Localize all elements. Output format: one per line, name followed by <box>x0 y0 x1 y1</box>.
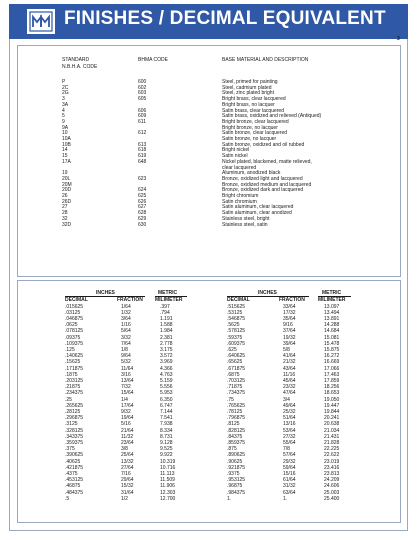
decimal-value: .765625 <box>227 402 246 409</box>
finish-description: Stainless steel, bright <box>222 215 270 222</box>
decimal-value: .75 <box>227 396 234 403</box>
millimeter-value: .397 <box>160 303 170 310</box>
millimeter-value: 19.844 <box>324 408 340 415</box>
millimeter-value: 9.525 <box>160 446 173 453</box>
decimal-value: .6875 <box>227 371 240 378</box>
metric-underline-right <box>318 296 351 297</box>
fraction-value: 53/64 <box>283 427 296 434</box>
millimeter-value: 23.813 <box>324 470 340 477</box>
fraction-value: 1/16 <box>121 322 131 329</box>
decimal-value: .0625 <box>65 322 78 329</box>
decimal-value: .359375 <box>65 439 84 446</box>
finish-bhma-code: 613 <box>138 141 147 148</box>
fraction-value: 15/64 <box>121 390 134 397</box>
finish-bhma-code: 623 <box>138 175 147 182</box>
millimeter-value: 3.175 <box>160 346 173 353</box>
finish-description: Satin aluminum, clear anodized <box>222 210 292 217</box>
fraction-value: 25/32 <box>283 408 296 415</box>
finish-description: Bronze, oxidized light and lacquered <box>222 175 303 182</box>
fraction-value: 19/64 <box>121 415 134 422</box>
metric-header-left: METRIC <box>158 290 178 296</box>
millimeter-value: 14.288 <box>324 322 340 329</box>
finish-standard-code: 17A <box>62 158 71 165</box>
millimeter-value: 6.747 <box>160 402 173 409</box>
decimal-value: .109375 <box>65 340 84 347</box>
millimeter-value: 20.241 <box>324 415 340 422</box>
finish-standard-code: 15 <box>62 153 68 160</box>
millimeter-value: 24.209 <box>324 477 340 484</box>
decimal-value: .84375 <box>227 433 243 440</box>
finish-description: Satin chromium <box>222 198 257 205</box>
decimal-value: .25 <box>65 396 72 403</box>
fraction-value: 27/32 <box>283 433 296 440</box>
fraction-value: 3/64 <box>121 315 131 322</box>
finish-standard-code: P <box>62 79 66 85</box>
millimeter-value: 12.700 <box>160 495 176 502</box>
decimal-value: .125 <box>65 346 75 353</box>
decimal-value: .78125 <box>227 408 243 415</box>
decimal-value: .65625 <box>227 359 243 366</box>
decimal-value: .796875 <box>227 415 246 422</box>
finish-bhma-code: 628 <box>138 210 147 217</box>
finish-standard-code: 5 <box>62 113 65 120</box>
finish-standard-code: 10A <box>62 136 71 142</box>
finish-bhma-code: 602 <box>138 84 147 91</box>
finish-bhma-code: 612 <box>138 130 147 137</box>
fraction-value: 35/64 <box>283 315 296 322</box>
finish-description: Bright brass, clear lacquered <box>222 96 286 103</box>
decimal-value: .09375 <box>65 334 81 341</box>
fraction-value: 43/64 <box>283 365 296 372</box>
millimeter-value: 23.416 <box>324 464 340 471</box>
millimeter-value: 1.191 <box>160 315 173 322</box>
fraction-header-right: FRACTION <box>279 297 305 303</box>
decimal-value: .375 <box>65 446 75 453</box>
fraction-value: 3/4 <box>283 396 290 403</box>
finish-description: Nickel plated, blackened, matte relieved, <box>222 158 312 165</box>
fraction-value: 29/64 <box>121 477 134 484</box>
finish-description: Steel, cadmium plated <box>222 84 272 91</box>
fraction-value: 5/64 <box>121 328 131 335</box>
finish-description: Satin bronze, clear lacquered <box>222 130 288 137</box>
fraction-value: 5/16 <box>121 421 131 428</box>
fraction-value: 7/32 <box>121 384 131 391</box>
finish-bhma-code: 600 <box>138 79 147 85</box>
page-title: FINISHES / DECIMAL EQUIVALENT <box>64 8 386 29</box>
finish-standard-code: 20D <box>62 187 72 194</box>
standard-header: STANDARD <box>62 57 90 63</box>
finish-bhma-code: 625 <box>138 193 147 199</box>
millimeter-value: 3.572 <box>160 353 173 360</box>
decimal-value: .625 <box>227 346 237 353</box>
fraction-value: 3/8 <box>121 446 128 453</box>
fraction-value: 55/64 <box>283 439 296 446</box>
finish-standard-code: 20L <box>62 175 71 182</box>
decimal-value: .828125 <box>227 427 246 434</box>
decimal-value: .328125 <box>65 427 84 434</box>
fraction-value: 63/64 <box>283 489 296 496</box>
millimeter-value: .794 <box>160 309 170 316</box>
decimal-value: .203125 <box>65 377 84 384</box>
millimeter-value: 13.097 <box>324 303 340 310</box>
millimeter-value: 25.400 <box>324 495 340 502</box>
fraction-value: 3/32 <box>121 334 131 341</box>
finish-standard-code: 9A <box>62 124 69 131</box>
nbha-code-header: N.B.H.A. CODE <box>62 64 98 70</box>
decimal-value: .15625 <box>65 359 81 366</box>
millimeter-value: 15.478 <box>324 340 340 347</box>
millimeter-value: 9.922 <box>160 452 173 459</box>
millimeter-value: 10.716 <box>160 464 176 471</box>
fraction-value: 45/64 <box>283 377 296 384</box>
fraction-value: 31/32 <box>283 483 296 490</box>
fraction-value: 7/16 <box>121 470 131 477</box>
fraction-value: 13/16 <box>283 421 296 428</box>
fraction-value: 7/8 <box>283 446 290 453</box>
decimal-value: .921875 <box>227 464 246 471</box>
finish-standard-code: 10B <box>62 141 71 148</box>
milimeter-header-left: MILIMETER <box>155 297 183 303</box>
millimeter-value: 11.906 <box>160 483 175 490</box>
finish-bhma-code: 605 <box>138 96 147 103</box>
fraction-value: 11/64 <box>121 365 134 372</box>
fraction-header-left: FRACTION <box>117 297 143 303</box>
decimal-value: .015625 <box>65 303 84 310</box>
millimeter-value: 1.588 <box>160 322 173 329</box>
decimal-value: .9375 <box>227 470 240 477</box>
millimeter-value: 18.256 <box>324 384 340 391</box>
decimal-value: .640625 <box>227 353 246 360</box>
fraction-value: 17/32 <box>283 309 296 316</box>
fraction-value: 11/16 <box>283 371 296 378</box>
finish-description: Satin aluminum, clear lacquered <box>222 204 294 211</box>
millimeter-value: 16.272 <box>324 353 340 360</box>
decimal-value: .296875 <box>65 415 84 422</box>
decimal-value: .40625 <box>65 458 81 465</box>
bhma-code-header: BHMA CODE <box>138 57 169 63</box>
millimeter-value: 1.984 <box>160 328 173 335</box>
fraction-value: 7/64 <box>121 340 131 347</box>
fraction-value: 51/64 <box>283 415 296 422</box>
millimeter-value: 8.731 <box>160 433 173 440</box>
decimal-value: .1875 <box>65 371 78 378</box>
millimeter-value: 11.509 <box>160 477 175 484</box>
millimeter-value: 23.019 <box>324 458 340 465</box>
inches-header-right: INCHES <box>258 290 277 296</box>
millimeter-value: 24.606 <box>324 483 340 490</box>
fraction-value: 31/64 <box>121 489 134 496</box>
millimeter-value: 18.653 <box>324 390 340 397</box>
finish-bhma-code: 619 <box>138 153 147 160</box>
millimeter-value: 13.494 <box>324 309 340 316</box>
fraction-value: 1/8 <box>121 346 128 353</box>
finish-description: Aluminum, anodized black <box>222 170 281 177</box>
millimeter-value: 7.938 <box>160 421 173 428</box>
finish-description: Bronze, oxidized medium and lacquered <box>222 181 312 188</box>
millimeter-value: 4.366 <box>160 365 173 372</box>
fraction-value: 5/32 <box>121 359 131 366</box>
decimal-value: .390625 <box>65 452 84 459</box>
millimeter-value: 7.541 <box>160 415 173 422</box>
millimeter-value: 17.859 <box>324 377 340 384</box>
millimeter-value: 5.953 <box>160 390 173 397</box>
page-number: 3 <box>397 36 400 42</box>
finish-standard-code: 3 <box>62 96 65 103</box>
finish-standard-code: 2G <box>62 90 69 97</box>
millimeter-value: 21.034 <box>324 427 340 434</box>
millimeter-value: 17.066 <box>324 365 340 372</box>
decimal-value: .484375 <box>65 489 84 496</box>
decimal-value: .90625 <box>227 458 243 465</box>
finish-standard-code: 26 <box>62 193 68 199</box>
mm-logo-icon-graphic <box>29 11 53 32</box>
millimeter-value: 25.003 <box>324 489 340 496</box>
millimeter-value: 17.463 <box>324 371 340 378</box>
decimal-value: .171875 <box>65 365 84 372</box>
decimal-value: .140625 <box>65 353 84 360</box>
finish-standard-code: 20M <box>62 181 72 188</box>
decimal-value: .421875 <box>65 464 84 471</box>
fraction-value: 1. <box>283 495 288 502</box>
decimal-value: .265625 <box>65 402 84 409</box>
fraction-value: 39/64 <box>283 340 296 347</box>
finish-standard-code: 2C <box>62 84 69 91</box>
decimal-value: .5 <box>65 495 70 502</box>
millimeter-value: 5.159 <box>160 377 173 384</box>
fraction-value: 21/64 <box>121 427 134 434</box>
millimeter-value: 5.556 <box>160 384 173 391</box>
base-material-header: BASE MATERIAL AND DESCRIPTION <box>222 57 309 63</box>
finish-standard-code: 10 <box>62 130 68 137</box>
fraction-value: 17/64 <box>121 402 134 409</box>
finish-description: Satin nickel <box>222 153 248 160</box>
fraction-value: 33/64 <box>283 303 296 310</box>
finish-standard-code: 14 <box>62 147 68 154</box>
finish-bhma-code: 629 <box>138 215 147 222</box>
millimeter-value: 2.778 <box>160 340 173 347</box>
finish-bhma-code: 618 <box>138 147 147 154</box>
fraction-value: 1/2 <box>121 495 128 502</box>
fraction-value: 47/64 <box>283 390 296 397</box>
fraction-value: 59/64 <box>283 464 296 471</box>
decimal-value: .8125 <box>227 421 240 428</box>
fraction-value: 13/64 <box>121 377 134 384</box>
millimeter-value: 19.447 <box>324 402 340 409</box>
finish-description: Steel, zinc plated bright <box>222 90 274 97</box>
fraction-value: 15/16 <box>283 470 296 477</box>
decimal-value: .890625 <box>227 452 246 459</box>
decimal-header-right: DECIMAL <box>227 297 250 303</box>
finish-bhma-code: 626 <box>138 198 147 205</box>
finish-bhma-code: 609 <box>138 113 147 120</box>
decimal-value: .875 <box>227 446 237 453</box>
finish-standard-code: 9 <box>62 118 65 125</box>
fraction-value: 37/64 <box>283 328 296 335</box>
decimal-value: .578125 <box>227 328 246 335</box>
fraction-value: 29/32 <box>283 458 296 465</box>
millimeter-value: 12.303 <box>160 489 176 496</box>
inches-underline-left <box>65 296 145 297</box>
metric-header-right: METRIC <box>322 290 342 296</box>
millimeter-value: 15.081 <box>324 334 340 341</box>
finish-description: Bright nickel <box>222 147 250 154</box>
millimeter-value: 20.638 <box>324 421 340 428</box>
fraction-value: 41/64 <box>283 353 296 360</box>
decimal-value: .343375 <box>65 433 84 440</box>
decimal-value: .984375 <box>227 489 246 496</box>
millimeter-value: 14.684 <box>324 328 340 335</box>
finish-standard-code: 27 <box>62 204 68 211</box>
finish-bhma-code: 603 <box>138 90 147 97</box>
finish-standard-code: 32D <box>62 221 72 228</box>
decimal-value: .4375 <box>65 470 78 477</box>
millimeter-value: 16.669 <box>324 359 340 366</box>
decimal-value: .734375 <box>227 390 246 397</box>
decimal-value: .46875 <box>65 483 81 490</box>
finish-bhma-code: 606 <box>138 107 147 114</box>
fraction-value: 21/32 <box>283 359 296 366</box>
finishes-panel <box>17 45 401 277</box>
decimal-value: .859375 <box>227 439 246 446</box>
decimal-value: .28125 <box>65 408 81 415</box>
finish-description: Steel, primed for painting <box>222 79 278 85</box>
fraction-value: 25/64 <box>121 452 134 459</box>
decimal-value: .453125 <box>65 477 84 484</box>
decimal-value: .53125 <box>227 309 243 316</box>
decimal-value: .21875 <box>65 384 81 391</box>
finish-bhma-code: 627 <box>138 204 147 211</box>
millimeter-value: 7.144 <box>160 408 173 415</box>
fraction-value: 1/32 <box>121 309 131 316</box>
millimeter-value: 13.891 <box>324 315 340 322</box>
millimeter-value: 8.334 <box>160 427 173 434</box>
finish-description: Stainless steel, satin <box>222 221 268 228</box>
millimeter-value: 22.622 <box>324 452 340 459</box>
decimal-value: .234375 <box>65 390 84 397</box>
finish-standard-code: 19 <box>62 170 68 177</box>
finish-description: Satin bronze, no lacquer <box>222 136 277 142</box>
finish-bhma-code: 648 <box>138 158 147 165</box>
finish-standard-code: 3A <box>62 101 69 108</box>
millimeter-value: 3.969 <box>160 359 173 366</box>
fraction-value: 49/64 <box>283 402 296 409</box>
milimeter-header-right: MILIMETER <box>318 297 346 303</box>
millimeter-value: 21.431 <box>324 433 340 440</box>
finish-standard-code: 28 <box>62 210 68 217</box>
decimal-value: .046875 <box>65 315 84 322</box>
inches-underline-right <box>227 296 309 297</box>
decimal-value: .515625 <box>227 303 246 310</box>
finish-description: Satin brass, oxidized and relieved (Antiqued) <box>222 113 322 120</box>
finish-standard-code: 32 <box>62 215 68 222</box>
fraction-value: 9/32 <box>121 408 131 415</box>
fraction-value: 9/16 <box>283 322 293 329</box>
finish-description: Satin bronze, oxidized and oil rubbed <box>222 141 305 148</box>
decimal-value: .5625 <box>227 322 240 329</box>
finish-description: Bright brass, no lacquer <box>222 101 275 108</box>
finish-bhma-code: 624 <box>138 187 147 194</box>
decimal-header-left: DECIMAL <box>65 297 88 303</box>
millimeter-value: 21.828 <box>324 439 340 446</box>
metric-underline-left <box>155 296 187 297</box>
fraction-value: 9/64 <box>121 353 131 360</box>
finish-description: Bright chromium <box>222 193 259 199</box>
decimal-value: .03125 <box>65 309 81 316</box>
millimeter-value: 2.381 <box>160 334 173 341</box>
decimal-value: .96875 <box>227 483 243 490</box>
decimal-value: 1. <box>227 495 232 502</box>
decimal-value: .078125 <box>65 328 84 335</box>
decimal-value: .703125 <box>227 377 246 384</box>
fraction-value: 15/32 <box>121 483 134 490</box>
finish-description: Satin brass, clear lacquered <box>222 107 284 114</box>
decimal-value: .546875 <box>227 315 246 322</box>
decimal-value: .59375 <box>227 334 243 341</box>
decimal-value: .953125 <box>227 477 246 484</box>
millimeter-value: 10.319 <box>160 458 176 465</box>
fraction-value: 13/32 <box>121 458 134 465</box>
finish-standard-code: 26D <box>62 198 72 205</box>
fraction-value: 19/32 <box>283 334 296 341</box>
fraction-value: 3/16 <box>121 371 131 378</box>
finish-bhma-code: 611 <box>138 118 146 125</box>
fraction-value: 27/64 <box>121 464 134 471</box>
decimal-value: .71875 <box>227 384 243 391</box>
fraction-value: 57/64 <box>283 452 296 459</box>
millimeter-value: 6.350 <box>160 396 173 403</box>
millimeter-value: 15.875 <box>324 346 340 353</box>
fraction-value: 61/64 <box>283 477 296 484</box>
finish-bhma-code: 630 <box>138 221 147 228</box>
fraction-value: 11/32 <box>121 433 134 440</box>
fraction-value: 23/64 <box>121 439 134 446</box>
fraction-value: 1/4 <box>121 396 128 403</box>
millimeter-value: 11.113 <box>160 470 175 477</box>
mm-logo-icon <box>26 8 56 35</box>
decimal-value: .609375 <box>227 340 246 347</box>
fraction-value: 1/64 <box>121 303 131 310</box>
fraction-value: 23/32 <box>283 384 296 391</box>
millimeter-value: 19.050 <box>324 396 340 403</box>
finish-description: clear lacquered <box>222 164 257 171</box>
fraction-value: 5/8 <box>283 346 290 353</box>
inches-header-left: INCHES <box>96 290 115 296</box>
finish-description: Bronze, oxidized dark and lacquered <box>222 187 304 194</box>
decimal-value: .671875 <box>227 365 246 372</box>
finish-description: Bright bronze, clear lacquered <box>222 118 289 125</box>
finish-description: Bright bronze, no lacquer <box>222 124 278 131</box>
millimeter-value: 22.225 <box>324 446 340 453</box>
millimeter-value: 9.128 <box>160 439 173 446</box>
millimeter-value: 4.763 <box>160 371 173 378</box>
finish-standard-code: 4 <box>62 107 65 114</box>
decimal-value: .3125 <box>65 421 78 428</box>
